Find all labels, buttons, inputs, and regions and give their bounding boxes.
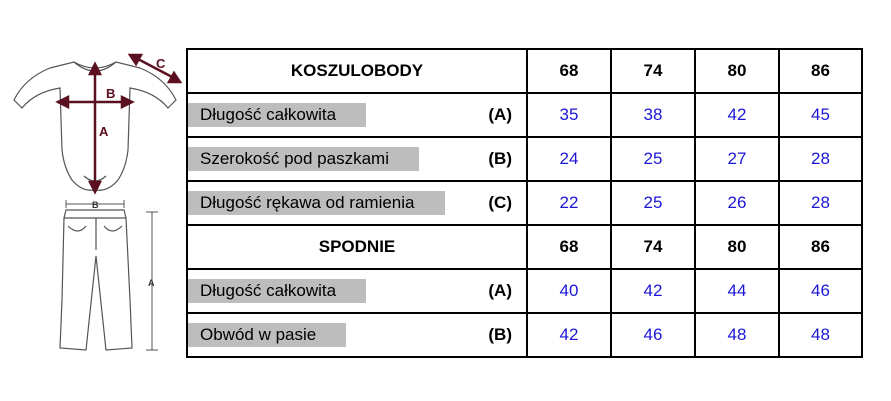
row-label: Długość rękawa od ramienia — [188, 191, 445, 215]
table-row — [187, 313, 862, 357]
size-header: 80 — [695, 49, 779, 93]
row-letter: (B) — [488, 149, 512, 168]
value-cell: 24 — [527, 137, 611, 181]
row-letter: (A) — [488, 281, 512, 300]
value-cell: 35 — [527, 93, 611, 137]
pants-label-b: B — [92, 200, 99, 210]
row-label: Długość całkowita — [188, 103, 366, 127]
section-title: SPODNIE — [187, 225, 527, 269]
section-header-row — [187, 225, 862, 269]
value-cell: 27 — [695, 137, 779, 181]
size-header: 74 — [611, 49, 695, 93]
row-label-cell — [187, 181, 527, 225]
value-cell: 45 — [779, 93, 862, 137]
value-cell: 44 — [695, 269, 779, 313]
value-cell: 38 — [611, 93, 695, 137]
value-cell: 42 — [527, 313, 611, 357]
bodysuit-label-b: B — [106, 86, 116, 101]
row-label-cell — [187, 93, 527, 137]
bodysuit-label-c: C — [156, 56, 166, 71]
value-cell: 28 — [779, 137, 862, 181]
size-header: 68 — [527, 49, 611, 93]
row-letter: (B) — [488, 325, 512, 344]
bodysuit-label-a: A — [99, 124, 109, 139]
size-header: 74 — [611, 225, 695, 269]
section-title: KOSZULOBODY — [187, 49, 527, 93]
value-cell: 28 — [779, 181, 862, 225]
size-table — [186, 48, 863, 358]
pants-drawing — [60, 210, 132, 350]
table-row — [187, 93, 862, 137]
size-header: 86 — [779, 225, 862, 269]
row-label-cell — [187, 313, 527, 357]
value-cell: 46 — [611, 313, 695, 357]
value-cell: 40 — [527, 269, 611, 313]
table-row — [187, 269, 862, 313]
row-label: Długość całkowita — [188, 279, 366, 303]
bodysuit-arrows — [58, 55, 180, 192]
section-header-row — [187, 49, 862, 93]
value-cell: 48 — [695, 313, 779, 357]
value-cell: 26 — [695, 181, 779, 225]
row-label: Obwód w pasie — [188, 323, 346, 347]
row-label-cell — [187, 269, 527, 313]
value-cell: 25 — [611, 137, 695, 181]
row-label-cell — [187, 137, 527, 181]
table-row — [187, 137, 862, 181]
pants-arrows — [66, 200, 158, 350]
value-cell: 42 — [611, 269, 695, 313]
value-cell: 22 — [527, 181, 611, 225]
garment-illustration — [0, 0, 186, 401]
size-header: 68 — [527, 225, 611, 269]
row-letter: (C) — [488, 193, 512, 212]
row-letter: (A) — [488, 105, 512, 124]
size-header: 86 — [779, 49, 862, 93]
value-cell: 42 — [695, 93, 779, 137]
pants-label-a: A — [148, 278, 155, 288]
value-cell: 48 — [779, 313, 862, 357]
value-cell: 25 — [611, 181, 695, 225]
row-label: Szerokość pod paszkami — [188, 147, 419, 171]
value-cell: 46 — [779, 269, 862, 313]
size-header: 80 — [695, 225, 779, 269]
table-row — [187, 181, 862, 225]
